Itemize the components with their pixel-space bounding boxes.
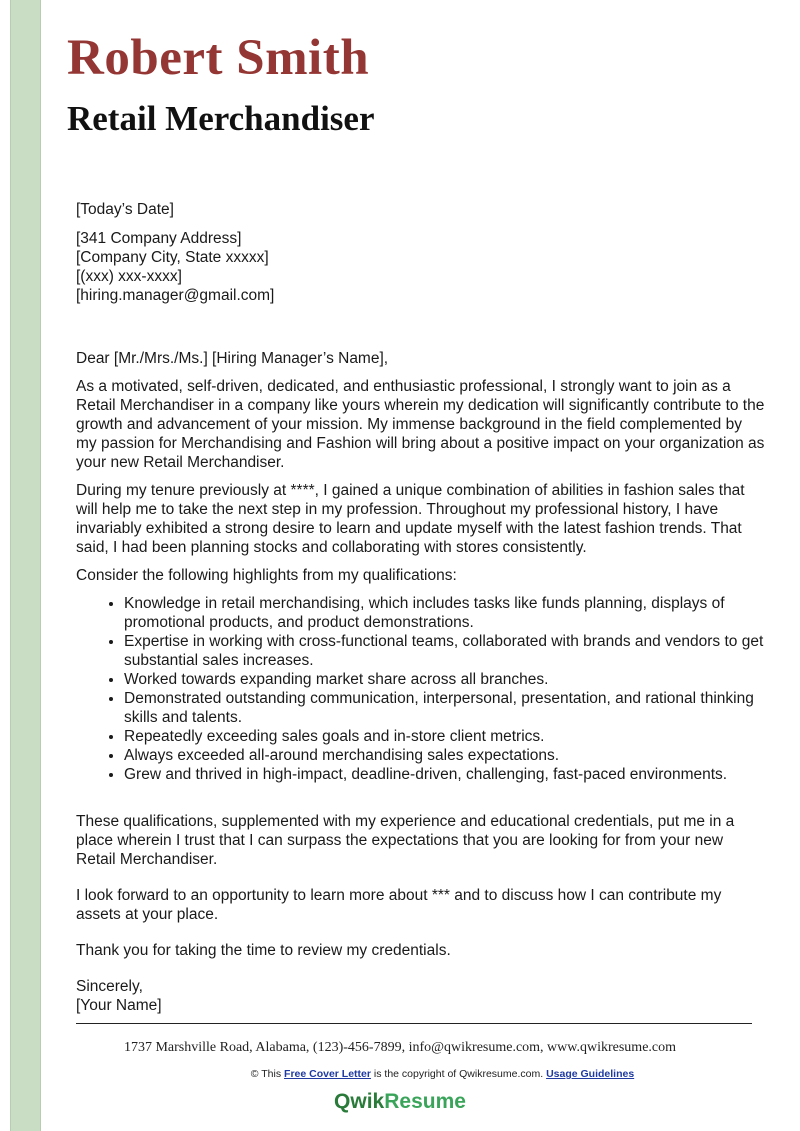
paragraph-thanks: Thank you for taking the time to review my credentials.: [76, 942, 451, 959]
list-item: • Expertise in working with cross-functional teams, collaborated with brands and vendors to get substantial sales increases.: [124, 632, 766, 670]
address-line: [hiring.manager@gmail.com]: [76, 287, 275, 304]
greeting: Dear [Mr./Mrs./Ms.] [Hiring Manager’s Name],: [76, 350, 389, 367]
list-item: • Grew and thrived in high-impact, deadline-driven, challenging, fast-paced environments.: [124, 765, 766, 784]
address-line: [(xxx) xxx-xxxx]: [76, 268, 182, 285]
list-item: • Repeatedly exceeding sales goals and in-store client metrics.: [124, 727, 766, 746]
usage-guidelines-link[interactable]: Usage Guidelines: [546, 1068, 635, 1080]
letter-date: [Today’s Date]: [76, 201, 174, 218]
sign-off-block: [76, 977, 766, 1015]
free-cover-letter-link[interactable]: Free Cover Letter: [284, 1068, 371, 1080]
list-item: • Demonstrated outstanding communication, interpersonal, presentation, and rational thinking skills and talents.: [124, 689, 766, 727]
letter-body: [76, 200, 766, 1015]
paragraph-intro: As a motivated, self-driven, dedicated, and enthusiastic professional, I strongly want to join as a Retail Merchandiser in a company like yours wherein my dedication will significantly contribute to the growth and advancement of your mission. My immense background in the field complemented by my passion for Merchandising and Fashion will bring about a positive impact on your organization as your new Retail Merchandiser.: [76, 378, 765, 471]
job-title: Retail Merchandiser: [67, 99, 375, 138]
logo-part-resume: Resume: [384, 1090, 466, 1113]
paragraph-look-forward: I look forward to an opportunity to learn more about *** and to discuss how I can contribute my assets at your place.: [76, 887, 722, 923]
copyright-notice: [0, 1068, 800, 1080]
address-line: [Company City, State xxxxx]: [76, 249, 269, 266]
candidate-name: Robert Smith: [67, 30, 370, 86]
highlights-intro: Consider the following highlights from my qualifications:: [76, 567, 457, 584]
list-item: • Worked towards expanding market share across all branches.: [124, 670, 766, 689]
qwikresume-logo[interactable]: [0, 1090, 800, 1114]
paragraph-qualifications: These qualifications, supplemented with my experience and educational credentials, put me in a place wherein I trust that I can surpass the expectations that you are looking for from your new Retail Merchandiser.: [76, 813, 735, 868]
logo-part-qwik: Qwik: [334, 1090, 385, 1113]
list-item: • Always exceeded all-around merchandising sales expectations.: [124, 746, 766, 765]
list-item: • Knowledge in retail merchandising, which includes tasks like funds planning, displays of promotional products, and product demonstrations.: [124, 594, 766, 632]
highlights-list: [76, 594, 766, 784]
sidebar-decoration: [0, 0, 41, 1131]
footer-divider: [76, 1023, 752, 1024]
sidebar-green-band: [10, 0, 41, 1131]
copyright-middle: is the copyright of Qwikresume.com.: [373, 1068, 544, 1080]
footer-contact: 1737 Marshville Road, Alabama, (123)-456-7899, info@qwikresume.com, www.qwikresume.com: [123, 1040, 677, 1055]
signature-name: [Your Name]: [76, 997, 162, 1014]
recipient-address: [76, 229, 766, 305]
paragraph-experience: During my tenure previously at ****, I gained a unique combination of abilities in fashion sales that will help me to take the next step in my profession. Throughout my professional history, I have invariably exhibited a strong desire to learn and update myself with the latest fashion trends. That said, I had been planning stocks and collaborating with stores consistently.: [76, 482, 745, 556]
sign-off: Sincerely,: [76, 978, 143, 995]
copyright-prefix: © This: [250, 1068, 282, 1080]
address-line: [341 Company Address]: [76, 230, 242, 247]
